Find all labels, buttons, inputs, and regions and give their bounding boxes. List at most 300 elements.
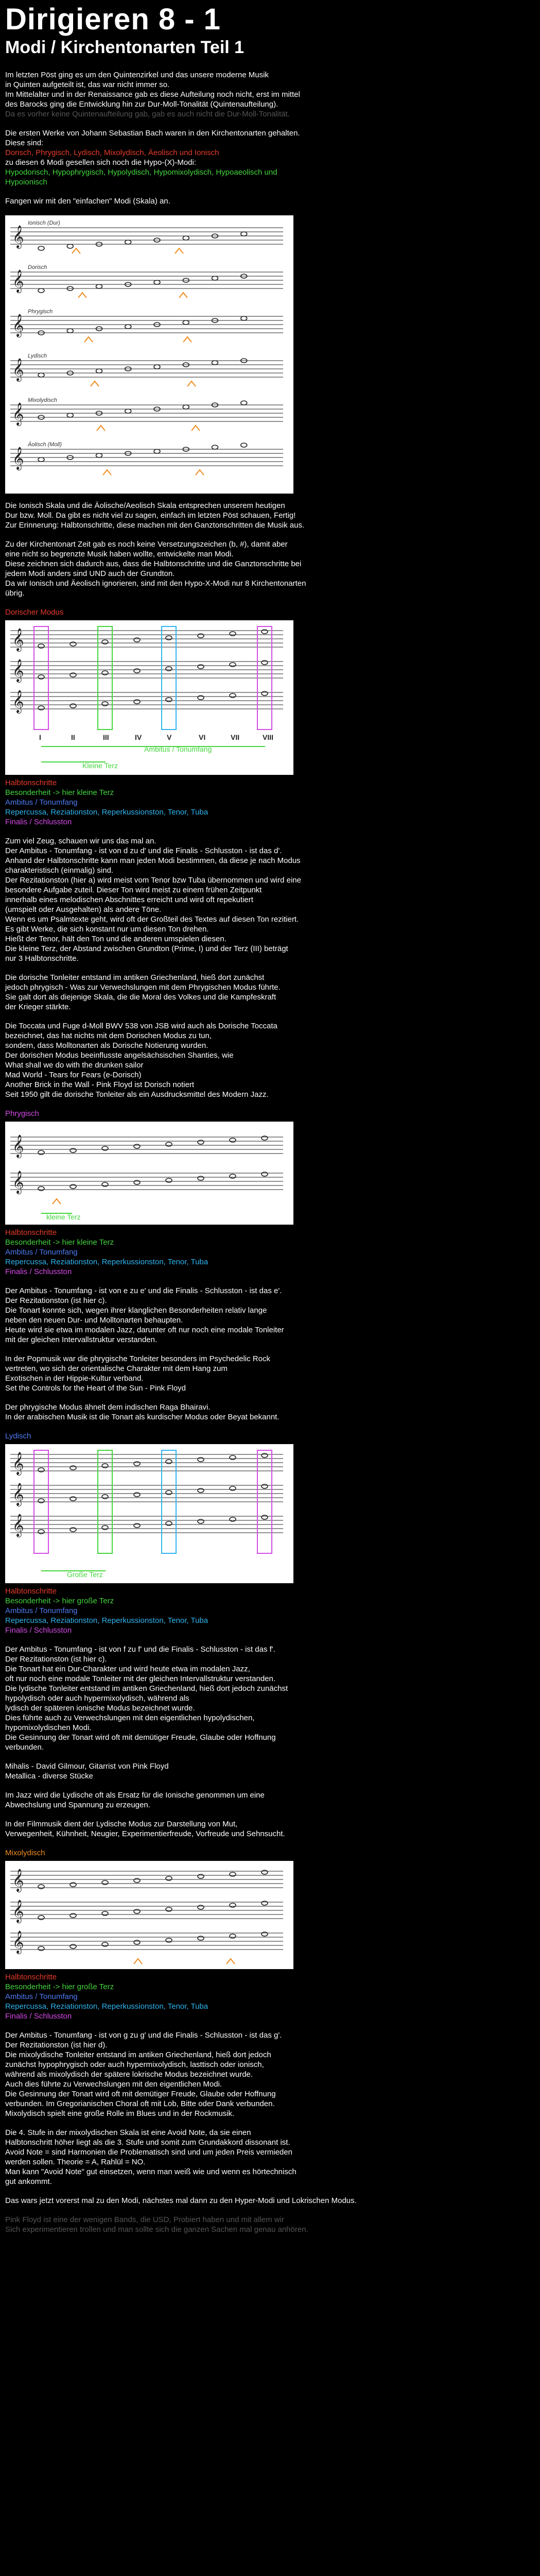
text-line: hypomixolydischen Modi. xyxy=(5,1723,92,1732)
text-line: besondere Aufgabe zuteil. Dieser Ton wird meist zu einem frühen Zeitpunkt xyxy=(5,886,262,894)
note-head xyxy=(230,1517,236,1521)
halftone-mark xyxy=(91,381,99,386)
text-line: Sie galt dort als diejenige Skala, die die Moral des Volkes und die Kampfeskraft xyxy=(5,993,276,1002)
note-head xyxy=(70,1944,76,1948)
note-head xyxy=(38,1150,44,1155)
text-line: Dorisch, Phrygisch, Lydisch, Mixolydisch, Äeolisch und Ionisch xyxy=(5,148,219,157)
note-head xyxy=(38,1916,44,1920)
text-line: eine nicht so begrenzte Musik haben wollte, entwickelte man Modi. xyxy=(5,550,234,558)
note-head xyxy=(125,325,131,329)
note-head xyxy=(166,698,172,702)
note-head xyxy=(96,369,102,373)
note-head xyxy=(166,1876,172,1880)
halftone-mark xyxy=(196,470,204,475)
dorian-ambitus-label: Ambitus / Tonumfang xyxy=(144,745,212,753)
note-head xyxy=(102,1880,108,1885)
text-line: mit der gleichen Intervallstruktur verstanden. xyxy=(5,1335,158,1344)
note-head xyxy=(183,405,189,409)
treble-clef-icon: 𝄞 xyxy=(12,447,24,469)
intro-paragraph xyxy=(5,70,535,119)
text-line: innerhalb eines melodischen Abschnittes erreicht und wird oft repekutiert xyxy=(5,895,253,904)
text-line: nur 3 Halbtonschritte. xyxy=(5,954,79,963)
text-line: jedem Modi anders sind UND auch der Grundton. xyxy=(5,569,175,578)
dorian-staff-image xyxy=(5,620,293,775)
note-head xyxy=(262,1484,268,1488)
note-head xyxy=(262,1453,268,1458)
text-line: Diese sind: xyxy=(5,139,44,147)
text-line: Abwechslung und Spannung zu erzeugen. xyxy=(5,1801,150,1809)
note-head xyxy=(102,1942,108,1946)
dorian-body2 xyxy=(5,973,535,1012)
text-line: in Quinten aufgeteilt ist, das war nicht immer so. xyxy=(5,80,170,89)
staff-mode-label: Äolisch (Moll) xyxy=(28,442,62,448)
note-head xyxy=(102,702,108,706)
text-line: Mihalis - David Gilmour, Gitarrist von Pink Floyd xyxy=(5,1762,169,1771)
note-head xyxy=(241,401,247,405)
treble-clef-icon: 𝄞 xyxy=(12,1514,24,1536)
mixolydian-body2 xyxy=(5,2128,535,2187)
text-line: Die ersten Werke von Johann Sebastian Bach waren in den Kirchentonarten gehalten. xyxy=(5,129,300,138)
text-line: Der Rezitationston (ist hier c). xyxy=(5,1296,107,1305)
text-line: Dur bzw. Moll. Da gibt es nicht viel zu sagen, einfach im letzten Pöst schauen, Fertig! xyxy=(5,511,296,520)
note-head xyxy=(134,1940,140,1944)
text-line: Finalis / Schlusston xyxy=(5,818,72,826)
dorian-body xyxy=(5,836,535,963)
note-head xyxy=(198,1176,204,1180)
text-line: Die kleine Terz, der Abstand zwischen Grundton (Prime, I) und der Terz (III) beträgt xyxy=(5,944,288,953)
note-head xyxy=(230,693,236,698)
halftone-mark xyxy=(72,248,80,253)
note-head xyxy=(38,1530,44,1534)
lydian-grosse-terz-label: Große Terz xyxy=(67,1570,103,1579)
lydian-body xyxy=(5,1645,535,1752)
phrygian-legend xyxy=(5,1228,535,1277)
note-head xyxy=(262,1515,268,1519)
dorian-body3 xyxy=(5,1021,535,1099)
note-head xyxy=(96,453,102,457)
treble-clef-icon: 𝄞 xyxy=(12,1134,24,1157)
ionian2-paragraph xyxy=(5,539,535,598)
mixolydian-heading: Mixolydisch xyxy=(5,1849,45,1857)
scale-degree-label: I xyxy=(39,733,41,741)
note-head xyxy=(67,244,73,248)
text-line: Der Rezitationston (ist hier c). xyxy=(5,1655,107,1664)
text-line: Exotischen in der Hippie-Kultur verband. xyxy=(5,1374,144,1383)
note-head xyxy=(183,236,189,240)
text-line: Die lydische Tonleiter entstand im antiken Griechenland, hieß dort jedoch zunächst xyxy=(5,1684,288,1693)
scale-degree-label: VII xyxy=(231,733,240,741)
note-head xyxy=(230,663,236,667)
text-line: Da es vorher keine Quintenaufteilung gab, gab es auch nicht die Dur-Moll-Tonalität. xyxy=(5,110,290,118)
text-line: In der arabischen Musik ist die Tonart als kurdischer Modus oder Beyat bekannt. xyxy=(5,1413,280,1421)
note-head xyxy=(38,1468,44,1472)
staff-mode-label: Dorisch xyxy=(28,264,47,270)
staff-mode-label: Phrygisch xyxy=(28,309,53,315)
note-head xyxy=(134,669,140,673)
phrygian-heading: Phrygisch xyxy=(5,1109,39,1118)
dorian-legend xyxy=(5,778,535,827)
scale-degree-label: IV xyxy=(135,733,142,741)
note-head xyxy=(198,1488,204,1493)
treble-clef-icon: 𝄞 xyxy=(12,1869,24,1891)
halftone-mark xyxy=(183,337,191,342)
text-line: Der phrygische Modus ähnelt dem indischen Raga Bhairavi. xyxy=(5,1403,211,1412)
text-line: Avoid Note = sind Harmonien die Problematisch sind und um jeden Preis vermieden xyxy=(5,2148,292,2157)
text-line: zunächst hypophrygisch oder auch hypermixolydisch, lasttisch oder ionisch, xyxy=(5,2060,264,2069)
note-head xyxy=(102,1146,108,1150)
treble-clef-icon: 𝄞 xyxy=(12,1171,24,1193)
text-line: Metallica - diverse Stücke xyxy=(5,1772,93,1781)
text-line: What shall we do with the drunken sailor xyxy=(5,1061,144,1070)
text-line: verbunden. xyxy=(5,1743,44,1752)
note-head xyxy=(134,1493,140,1497)
halftone-mark xyxy=(84,337,93,342)
note-head xyxy=(262,1901,268,1905)
text-line: charakteristisch (einmalig) sind. xyxy=(5,866,114,875)
note-head xyxy=(166,636,172,640)
text-line: sondern, dass Molltonarten als Dorische Notierung wurden. xyxy=(5,1041,208,1050)
text-line: Repercussa, Reziationston, Reperkussionston, Tenor, Tuba xyxy=(5,2002,208,2011)
text-line: lydisch der späteren ionische Modus bezeichnet wurde. xyxy=(5,1704,195,1713)
text-line: übrig. xyxy=(5,589,25,598)
text-line: Another Brick in the Wall - Pink Floyd ist Dorisch notiert xyxy=(5,1080,195,1089)
note-head xyxy=(38,457,44,462)
note-head xyxy=(230,632,236,636)
halftone-mark xyxy=(134,1959,142,1964)
note-head xyxy=(102,1182,108,1187)
text-line: Diese zeichnen sich dadurch aus, dass die Halbtonschritte und die Ganztonschritte bei xyxy=(5,560,302,568)
text-line: Finalis / Schlusston xyxy=(5,2012,72,2021)
text-line: Halbtonschritte xyxy=(5,1228,57,1237)
text-line: Zum viel Zeug, schauen wir uns das mal an. xyxy=(5,837,156,845)
modes-staff-svg xyxy=(5,215,293,494)
phrygian-body xyxy=(5,1286,535,1345)
note-head xyxy=(166,1907,172,1911)
treble-clef-icon: 𝄞 xyxy=(12,1452,24,1475)
note-head xyxy=(198,665,204,669)
note-head xyxy=(70,1528,76,1532)
text-line: Der Ambitus - Tonumfang - ist von d zu d' und die Finalis - Schlusston - ist das d'. xyxy=(5,846,282,855)
treble-clef-icon: 𝄞 xyxy=(12,1900,24,1922)
phrygian-staff-image xyxy=(5,1122,293,1225)
note-head xyxy=(102,640,108,644)
dorian-kleine-terz-label: Kleine Terz xyxy=(82,761,118,770)
note-head xyxy=(38,1946,44,1951)
halftone-mark xyxy=(97,426,105,431)
lydian-body2 xyxy=(5,1761,535,1781)
text-line: bezeichnet, das hat nichts mit dem Dorischen Modus zu tun, xyxy=(5,1031,212,1040)
note-head xyxy=(38,1187,44,1191)
text-line: Dies führte auch zu Verwechslungen mit den eigentlichen hypolydischen, xyxy=(5,1714,255,1722)
treble-clef-icon: 𝄞 xyxy=(12,358,24,381)
text-line: Zu der Kirchentonart Zeit gab es noch keine Versetzungszeichen (b, #), damit aber xyxy=(5,540,288,549)
note-head xyxy=(102,1911,108,1916)
note-head xyxy=(166,1460,172,1464)
text-line: Halbtonschritte xyxy=(5,778,57,787)
text-line: Besonderheit -> hier kleine Terz xyxy=(5,788,114,797)
note-head xyxy=(70,642,76,646)
text-line: Besonderheit -> hier kleine Terz xyxy=(5,1238,114,1247)
note-head xyxy=(134,1144,140,1148)
note-head xyxy=(183,320,189,325)
scale-degree-label: V xyxy=(167,733,172,741)
phrygian-kleine-terz-label: kleine Terz xyxy=(46,1213,81,1221)
intro3-paragraph xyxy=(5,196,535,206)
text-line: Im Jazz wird die Lydische oft als Ersatz für die Ionische genommen um eine xyxy=(5,1791,265,1800)
note-head xyxy=(166,667,172,671)
note-head xyxy=(262,1932,268,1936)
text-line: Repercussa, Reziationston, Reperkussionston, Tenor, Tuba xyxy=(5,1258,208,1266)
text-line: Anhand der Halbtonschritte kann man jeden Modi bestimmen, da diese je nach Modus xyxy=(5,856,301,865)
scale-degree-label: VI xyxy=(199,733,206,741)
text-line: Die Gesinnung der Tonart wird oft mit demütiger Freude, Glaube oder Hoffnung xyxy=(5,1733,276,1742)
note-head xyxy=(212,276,218,280)
note-head xyxy=(96,284,102,289)
note-head xyxy=(198,1140,204,1144)
text-line: Die Ionisch Skala und die Äolische/Aeolisch Skala entsprechen unserem heutigen xyxy=(5,501,285,510)
text-line: Die Gesinnung der Tonart wird oft mit demütiger Freude, Glaube oder Hoffnung xyxy=(5,2090,276,2098)
page xyxy=(0,3,540,2576)
text-line: Im letzten Pöst ging es um den Quintenzirkel und das unsere moderne Musik xyxy=(5,71,269,79)
text-line: neben den neuen Dur- und Molltonarten behaupten. xyxy=(5,1316,183,1325)
text-line: Ambitus / Tonumfang xyxy=(5,1248,78,1257)
note-head xyxy=(154,449,160,453)
page-subtitle: Modi / Kirchentonarten Teil 1 xyxy=(5,38,245,57)
note-head xyxy=(102,671,108,675)
text-line: Ambitus / Tonumfang xyxy=(5,1606,78,1615)
note-head xyxy=(134,1180,140,1184)
note-head xyxy=(70,1466,76,1470)
halftone-mark xyxy=(187,381,196,386)
treble-clef-icon: 𝄞 xyxy=(12,659,24,682)
text-line: Die Toccata und Fuge d-Moll BWV 538 von JSB wird auch als Dorische Toccata xyxy=(5,1022,277,1030)
text-line: vertreten, wo sich der orientalische Charakter mit dem Hang zum xyxy=(5,1364,228,1373)
halftone-mark xyxy=(78,293,86,298)
note-head xyxy=(38,706,44,710)
mixolydian-footnote xyxy=(5,2215,535,2234)
note-head xyxy=(70,673,76,677)
text-line: Hypodorisch, Hypophrygisch, Hypolydisch, Hypomixolydisch, Hypoaeolisch und xyxy=(5,168,277,177)
note-head xyxy=(134,700,140,704)
note-head xyxy=(38,246,44,250)
note-head xyxy=(102,1495,108,1499)
text-line: Set the Controls for the Heart of the Sun - Pink Floyd xyxy=(5,1384,186,1393)
note-head xyxy=(198,1905,204,1909)
text-line: Repercussa, Reziationston, Reperkussionston, Tenor, Tuba xyxy=(5,1616,208,1625)
halftone-mark xyxy=(227,1959,235,1964)
text-line: Im Mittelalter und in der Renaissance gab es diese Aufteilung noch nicht, erst im mittel xyxy=(5,90,300,99)
text-line: Die Tonart hat ein Dur-Charakter und wird heute etwa im modalen Jazz, xyxy=(5,1665,250,1673)
text-line: Wenn es um Psalmtexte geht, wird oft der Großteil des Textes auf diesen Ton rezitiert. xyxy=(5,915,299,924)
note-head xyxy=(230,1455,236,1460)
note-head xyxy=(38,1885,44,1889)
scale-degree-label: III xyxy=(103,733,109,741)
note-head xyxy=(262,630,268,634)
note-head xyxy=(38,373,44,377)
text-line: Mad World - Tears for Fears (e-Dorisch) xyxy=(5,1071,142,1079)
scale-degree-label: II xyxy=(71,733,75,741)
text-line: Ambitus / Tonumfang xyxy=(5,1992,78,2001)
phrygian-staff-svg xyxy=(5,1122,293,1225)
staff-mode-label: Mixolydisch xyxy=(28,397,57,403)
text-line: Der Rezitationston (ist hier d). xyxy=(5,2041,108,2049)
note-head xyxy=(230,1138,236,1142)
note-head xyxy=(198,696,204,700)
note-head xyxy=(198,1936,204,1940)
text-line: Verwegenheit, Kühnheit, Neugier, Experimentierfreude, Vorfreude und Sehnsucht. xyxy=(5,1829,285,1838)
note-head xyxy=(70,1883,76,1887)
text-line: Die dorische Tonleiter entstand im antiken Griechenland, hieß dort zunächst xyxy=(5,973,265,982)
note-head xyxy=(241,316,247,320)
text-line: Der Ambitus - Tonumfang - ist von f zu f' und die Finalis - Schlusston - ist das f'. xyxy=(5,1645,275,1654)
text-line: Der Ambitus - Tonumfang - ist von e zu e' und die Finalis - Schlusston - ist das e'. xyxy=(5,1286,282,1295)
ionian-paragraph xyxy=(5,501,535,530)
phrygian-body2 xyxy=(5,1354,535,1393)
modes-staff-image xyxy=(5,215,293,494)
text-line: Mixolydisch spielt eine große Rolle im Blues und in der Rockmusik. xyxy=(5,2109,235,2118)
note-head xyxy=(134,638,140,642)
note-head xyxy=(102,1464,108,1468)
text-line: jedoch phrygisch - Was zur Verwechslungen mit dem Phrygischen Modus führte. xyxy=(5,983,281,992)
halftone-mark xyxy=(179,293,187,298)
treble-clef-icon: 𝄞 xyxy=(12,1930,24,1953)
text-line: Die Tonart konnte sich, wegen ihrer klanglichen Besonderheiten relativ lange xyxy=(5,1306,267,1315)
note-head xyxy=(262,691,268,696)
note-head xyxy=(262,660,268,665)
mixolydian-staff-svg xyxy=(5,1861,293,1969)
note-head xyxy=(166,1490,172,1495)
text-line: der Krieger stärkte. xyxy=(5,1003,71,1011)
note-head xyxy=(212,361,218,365)
note-head xyxy=(212,445,218,449)
scale-degree-label: VIII xyxy=(263,733,274,741)
text-line: hypolydisch oder auch hypermixolydisch, während als xyxy=(5,1694,189,1703)
staff-mode-label: Lydisch xyxy=(28,353,47,359)
text-line: Hypoionisch xyxy=(5,178,47,187)
note-head xyxy=(134,1462,140,1466)
note-head xyxy=(230,1903,236,1907)
text-line: Das wars jetzt vorerst mal zu den Modi, nächstes mal dann zu den Hyper-Modi und Lokrischen Modus. xyxy=(5,2196,357,2205)
text-line: Die mixolydische Tonleiter entstand im antiken Griechenland, hieß dort jedoch xyxy=(5,2050,271,2059)
text-line: des Barocks ging die Entwicklung hin zur Dur-Moll-Tonalität (Quintenaufteilung). xyxy=(5,100,278,109)
lydian-heading: Lydisch xyxy=(5,1432,31,1440)
note-head xyxy=(154,365,160,369)
mixolydian-body3 xyxy=(5,2196,535,2206)
treble-clef-icon: 𝄞 xyxy=(12,690,24,713)
note-head xyxy=(38,1499,44,1503)
phrygian-body3 xyxy=(5,1402,535,1422)
text-line: zu diesen 6 Modi gesellen sich noch die Hypo-(X)-Modi: xyxy=(5,158,197,167)
treble-clef-icon: 𝄞 xyxy=(12,314,24,336)
text-line: Halbtonschritt höher liegt als die 3. Stufe und somit zum Grundakkord dissonant ist. xyxy=(5,2138,290,2147)
text-line: Repercussa, Reziationston, Reperkussionston, Tenor, Tuba xyxy=(5,808,208,817)
note-head xyxy=(166,1142,172,1146)
note-head xyxy=(262,1136,268,1140)
note-head xyxy=(198,1874,204,1878)
text-line: Der dorischen Modus beeinflusste angelsächsischen Shanties, wie xyxy=(5,1051,234,1060)
lydian-body3 xyxy=(5,1790,535,1810)
treble-clef-icon: 𝄞 xyxy=(12,225,24,248)
text-line: werden sollen. Theorie = A, Rahlül = NO. xyxy=(5,2158,146,2166)
halftone-mark xyxy=(175,248,183,253)
text-line: Es gibt Werke, die sich konstant nur um diesen Ton drehen. xyxy=(5,925,209,934)
text-line: Halbtonschritte xyxy=(5,1973,57,1981)
text-line: Da wir Ionisch und Äeolisch ignorieren, sind mit den Hypo-X-Modi nur 8 Kirchentonarten xyxy=(5,579,306,588)
note-head xyxy=(262,1172,268,1176)
text-line: Auch dies führte zu Verwechslungen mit den eigentlichen Modi. xyxy=(5,2080,222,2089)
treble-clef-icon: 𝄞 xyxy=(12,1483,24,1505)
note-head xyxy=(67,329,73,333)
intro2-paragraph xyxy=(5,128,535,187)
lydian-legend xyxy=(5,1586,535,1635)
note-head xyxy=(198,1519,204,1523)
note-head xyxy=(70,704,76,708)
text-line: Sich experimentieren trollen und man sollte sich die ganzen Sachen mal genau anhören. xyxy=(5,2225,308,2234)
note-head xyxy=(134,1909,140,1913)
text-line: Besonderheit -> hier große Terz xyxy=(5,1982,114,1991)
treble-clef-icon: 𝄞 xyxy=(12,628,24,651)
treble-clef-icon: 𝄞 xyxy=(12,269,24,292)
note-head xyxy=(154,280,160,284)
note-head xyxy=(241,443,247,447)
text-line: Finalis / Schlusston xyxy=(5,1626,72,1635)
text-line: (umspielt oder Ausgehalten) als andere Töne. xyxy=(5,905,162,914)
text-line: Pink Floyd ist eine der wenigen Bands, die USD, Probiert haben und mit allem wir xyxy=(5,2215,284,2224)
text-line: oft nur noch eine modale Tonleiter mit der gleichen Intervallstruktur verstanden. xyxy=(5,1674,276,1683)
note-head xyxy=(102,1526,108,1530)
note-head xyxy=(38,675,44,679)
halftone-mark xyxy=(103,470,111,475)
text-line: Finalis / Schlusston xyxy=(5,1267,72,1276)
note-head xyxy=(166,1938,172,1942)
text-line: Seit 1950 gilt die dorische Tonleiter als ein Ausdrucksmittel des Modern Jazz. xyxy=(5,1090,269,1099)
text-line: Heute wird sie etwa im modalen Jazz, darunter oft nur noch eine modale Tonleiter xyxy=(5,1326,284,1334)
note-head xyxy=(134,1523,140,1528)
lydian-staff-image xyxy=(5,1444,293,1583)
note-head xyxy=(230,1934,236,1938)
note-head xyxy=(230,1174,236,1178)
lydian-staff-svg xyxy=(5,1444,293,1583)
note-head xyxy=(70,1497,76,1501)
text-line: Ambitus / Tonumfang xyxy=(5,798,78,807)
lydian-body4 xyxy=(5,1819,535,1839)
dorian-staff-svg xyxy=(5,620,293,775)
text-line: Fangen wir mit den "einfachen" Modi (Skala) an. xyxy=(5,197,170,206)
staff-mode-label: Ionisch (Dur) xyxy=(28,220,60,226)
note-head xyxy=(70,1184,76,1189)
note-head xyxy=(262,1870,268,1874)
text-line: Besonderheit -> hier große Terz xyxy=(5,1597,114,1605)
note-head xyxy=(230,1872,236,1876)
note-head xyxy=(241,232,247,236)
text-line: Halbtonschritte xyxy=(5,1587,57,1596)
page-title: Dirigieren 8 - 1 xyxy=(5,3,221,36)
text-line: während als mixolydisch der spätere lokrische Modus bezeichnet wurde. xyxy=(5,2070,253,2079)
text-line: Zur Erinnerung: Halbtonschritte, diese machen mit den Ganztonschritten die Musik aus. xyxy=(5,521,305,530)
note-head xyxy=(166,1521,172,1526)
text-line: Der Ambitus - Tonumfang - ist von g zu g' und die Finalis - Schlusston - ist das g'. xyxy=(5,2031,282,2040)
note-head xyxy=(38,644,44,648)
note-head xyxy=(134,1878,140,1883)
note-head xyxy=(198,634,204,638)
note-head xyxy=(38,289,44,293)
text-line: gut ankommt. xyxy=(5,2177,52,2186)
note-head xyxy=(70,1913,76,1918)
note-head xyxy=(67,413,73,417)
mixolydian-legend xyxy=(5,1972,535,2021)
text-line: In der Popmusik war die phrygische Tonleiter besonders im Psychedelic Rock xyxy=(5,1354,270,1363)
mixolydian-body xyxy=(5,2030,535,2119)
